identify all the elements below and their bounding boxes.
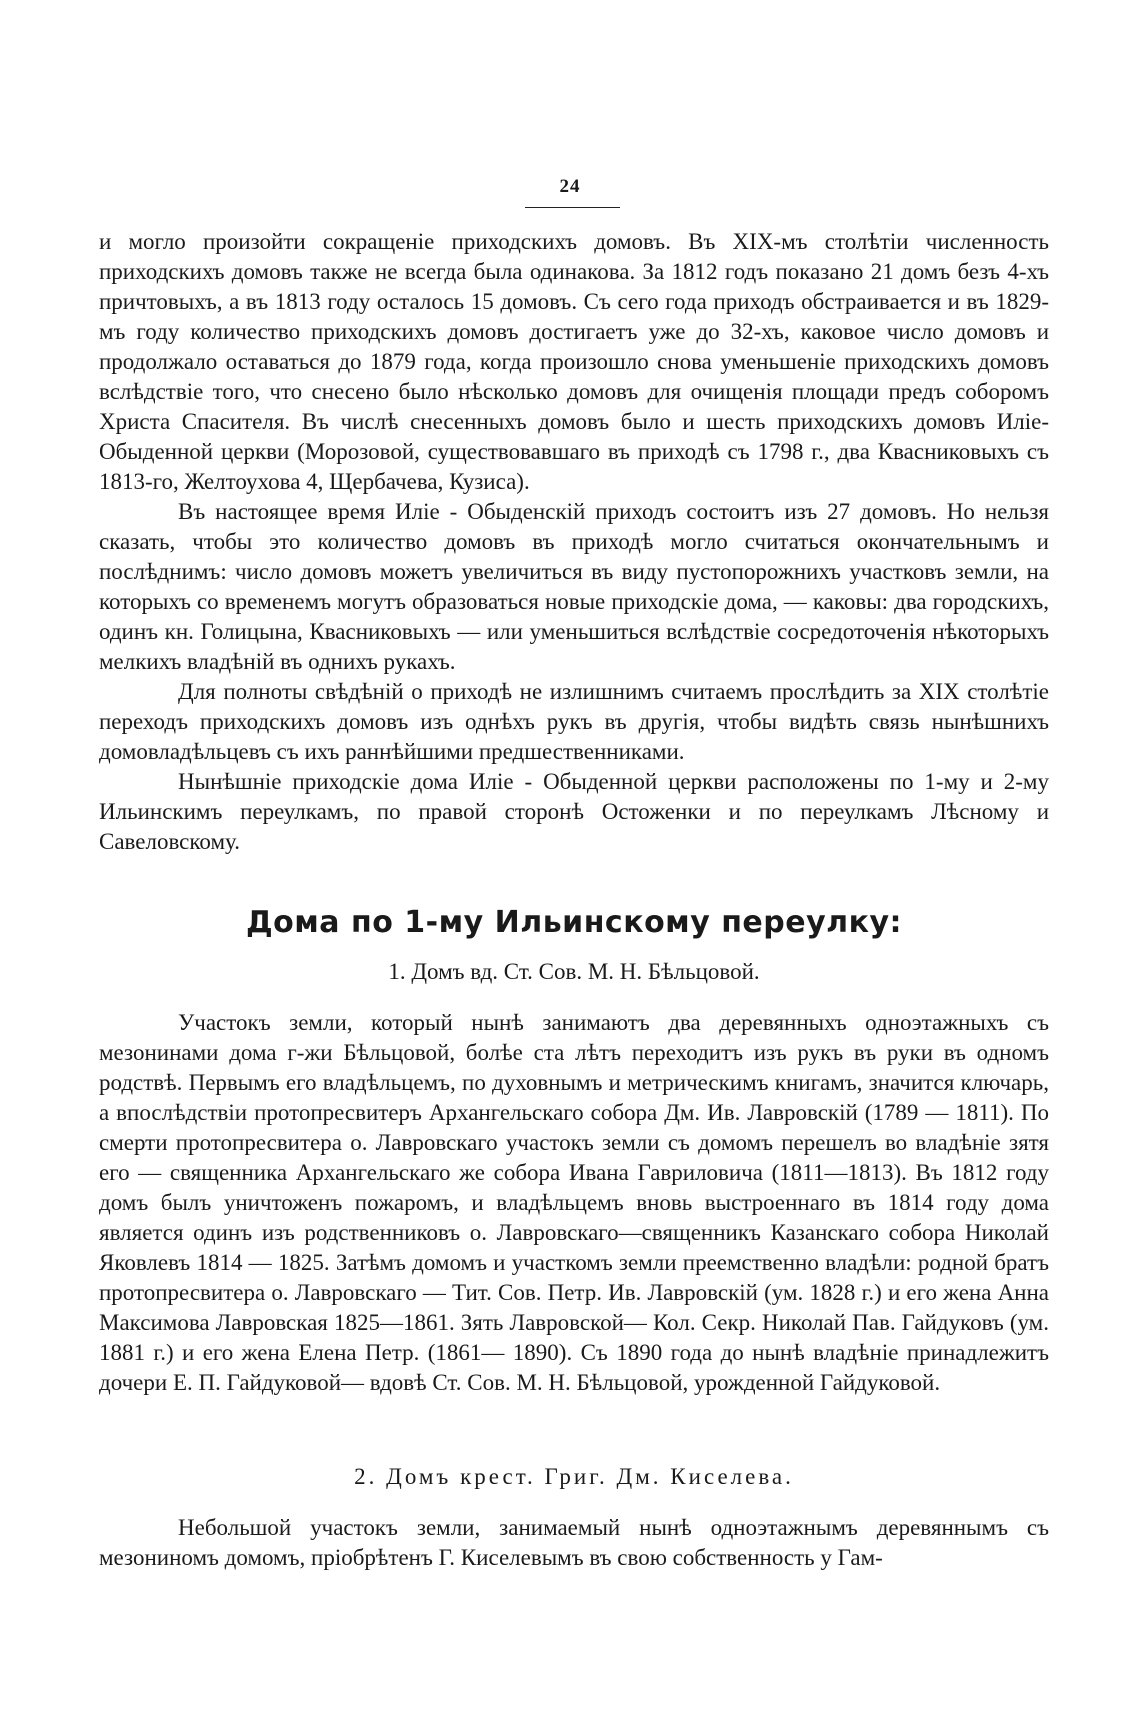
page-number: 24	[559, 176, 581, 197]
intro-paragraph-3: Для полноты свѣдѣній о приходѣ не излишнимъ считаемъ прослѣдить за XIX столѣтіе переходъ приходскихъ домовъ изъ однѣхъ рукъ въ другія, чтобы видѣть связь нынѣшнихъ домовладѣльцевъ съ ихъ раннѣйшими предшественниками.	[99, 679, 1049, 764]
intro-paragraph-4: Нынѣшніе приходскіе дома Иліе - Обыденной церкви расположены по 1-му и 2-му Ильинскимъ переулкамъ, по правой сторонѣ Остоженки и по переулкамъ Лѣсному и Савеловскому.	[99, 769, 1049, 854]
intro-paragraph-1: и могло произойти сокращеніе приходскихъ домовъ. Въ XIX-мъ столѣтіи численность приходскихъ домовъ также не всегда была одинакова. За 1812 годъ показано 21 домъ безъ 4-хъ причтовыхъ, а въ 1813 году осталось 15 домовъ. Съ сего года приходъ обстраивается и въ 1829-мъ году количество приходскихъ домовъ достигаетъ уже до 32-хъ, каковое число домовъ и продолжало оставаться до 1879 года, когда произошло снова уменьшеніе приходскихъ домовъ вслѣдствіе того, что снесено было нѣсколько домовъ для очищенія площади предъ соборомъ Христа Спасителя. Въ числѣ снесенныхъ домовъ было и шесть приходскихъ домовъ Иліе-Обыденной церкви (Морозовой, существовавшаго въ приходѣ съ 1798 г., два Квасниковыхъ съ 1813-го, Желтоухова 4, Щербачева, Кузиса).	[99, 229, 1049, 494]
house-2-text-block	[99, 1513, 1049, 1573]
page-number-rule	[525, 207, 620, 208]
house-1-title: 1. Домъ вд. Ст. Сов. М. Н. Бѣльцовой.	[388, 959, 760, 984]
house-2-paragraph: Небольшой участокъ земли, занимаемый нынѣ одноэтажнымъ деревяннымъ съ мезониномъ домомъ, пріобрѣтенъ Г. Киселевымъ въ свою собственность у Гам-	[99, 1515, 1049, 1570]
house-2-title: 2. Домъ крест. Григ. Дм. Киселева.	[354, 1464, 794, 1489]
intro-paragraph-2: Въ настоящее время Иліе - Обыденскій приходъ состоитъ изъ 27 домовъ. Но нельзя сказать, чтобы это количество домовъ въ приходѣ могло считаться окончательнымъ и послѣднимъ: число домовъ можетъ увеличиться въ виду пустопорожнихъ участковъ земли, на которыхъ со временемъ могутъ образоваться новые приходскіе дома, — каковы: два городскихъ, одинъ кн. Голицына, Квасниковыхъ — или уменьшиться вслѣдствіе сосредоточенія нѣкоторыхъ мелкихъ владѣній въ однихъ рукахъ.	[99, 499, 1049, 674]
section-heading: Дома по 1-му Ильинскому переулку:	[245, 905, 903, 940]
intro-text	[99, 227, 1049, 857]
house-1-paragraph: Участокъ земли, который нынѣ занимаютъ два деревянныхъ одноэтажныхъ съ мезонинами дома г-жи Бѣльцовой, болѣе ста лѣтъ переходитъ изъ рукъ въ руки въ одномъ родствѣ. Первымъ его владѣльцемъ, по духовнымъ и метрическимъ книгамъ, значится ключарь, а впослѣдствіи протопресвитеръ Архангельскаго собора Дм. Ив. Лавровскій (1789 — 1811). По смерти протопресвитера о. Лавровскаго участокъ земли съ домомъ перешелъ во владѣніе зятя его — священника Архангельскаго же собора Ивана Гавриловича (1811—1813). Въ 1812 году домъ былъ уничтоженъ пожаромъ, и владѣльцемъ вновь выстроеннаго въ 1814 году дома является одинъ изъ родственниковъ о. Лавровскаго—священникъ Казанскаго собора Николай Яковлевъ 1814 — 1825. Затѣмъ домомъ и участкомъ земли преемственно владѣли: родной братъ протопресвитера о. Лавровскаго — Тит. Сов. Петр. Ив. Лавровскій (ум. 1828 г.) и его жена Анна Максимова Лавровская 1825—1861. Зять Лавровской— Кол. Секр. Николай Пав. Гайдуковъ (ум. 1881 г.) и его жена Елена Петр. (1861— 1890). Съ 1890 года до нынѣ владѣніе принадлежитъ дочери Е. П. Гайдуковой— вдовѣ Ст. Сов. М. Н. Бѣльцовой, урожденной Гайдуковой.	[99, 1010, 1049, 1395]
house-1-text-block	[99, 1008, 1049, 1398]
